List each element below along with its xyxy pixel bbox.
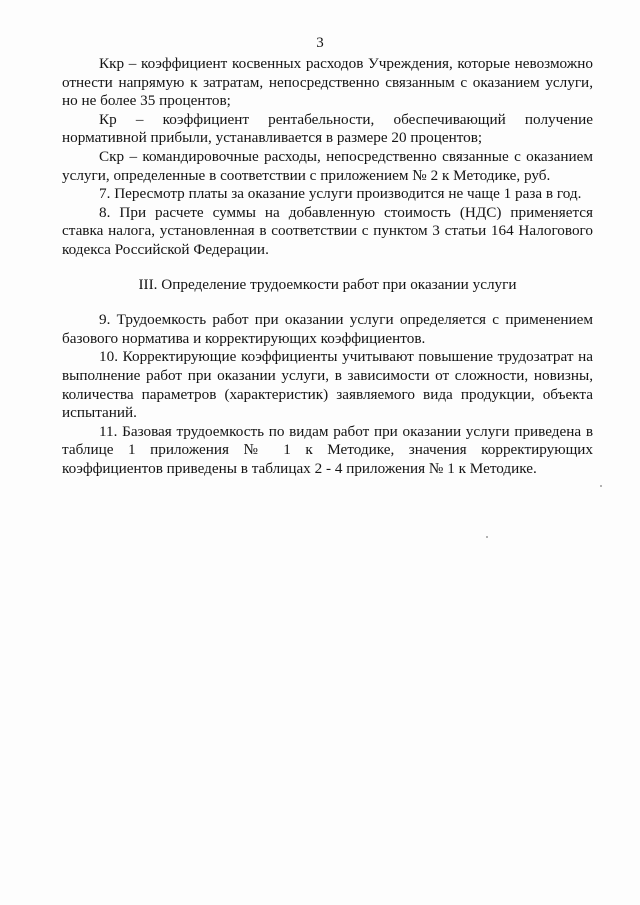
document-body bbox=[62, 55, 593, 478]
paragraph-10: 10. Корректирующие коэффициенты учитывают повышение трудозатрат на выполнение работ при оказании услуги, в зависимости от сложности, новизны, количества параметров (характеристик) заявляемого вида продукции, объекта испытаний. bbox=[62, 348, 593, 422]
scan-speck bbox=[600, 485, 602, 487]
scan-speck bbox=[486, 536, 488, 538]
paragraph-kr-line-1: Кр – коэффициент рентабельности, обеспечивающий получение bbox=[99, 110, 593, 128]
paragraph-kr-line-2: нормативной прибыли, устанавливается в размере 20 процентов; bbox=[62, 129, 483, 147]
paragraph-8: 8. При расчете суммы на добавленную стоимость (НДС) применяется ставка налога, установленная в соответствии с пунктом 3 статьи 164 Налогового кодекса Российской Федерации. bbox=[62, 203, 593, 258]
paragraph-kkr-definition: Ккр – коэффициент косвенных расходов Учреждения, которые невозможно отнести напрямую к затратам, непосредственно связанным с оказанием услуги, но не более 35 процентов; bbox=[62, 55, 593, 110]
paragraph-7: 7. Пересмотр платы за оказание услуги производится не чаще 1 раза в год. bbox=[99, 185, 582, 203]
section-heading: III. Определение трудоемкости работ при оказании услуги bbox=[138, 275, 517, 293]
paragraph-9: 9. Трудоемкость работ при оказании услуги определяется с применением базового норматива и корректирующих коэффициентов. bbox=[62, 311, 593, 347]
page-number: 3 bbox=[316, 35, 324, 51]
paragraph-11: 11. Базовая трудоемкость по видам работ при оказании услуги приведена в таблице 1 приложения № 1 к Методике, значения корректирующих коэффициентов приведены в таблицах 2 - 4 приложения № 1 к Методике. bbox=[62, 422, 593, 477]
paragraph-skr-definition: Скр – командировочные расходы, непосредственно связанные с оказанием услуги, определенные в соответствии с приложением № 2 к Методике, руб. bbox=[62, 147, 593, 184]
paragraph-kr-definition bbox=[62, 111, 593, 148]
